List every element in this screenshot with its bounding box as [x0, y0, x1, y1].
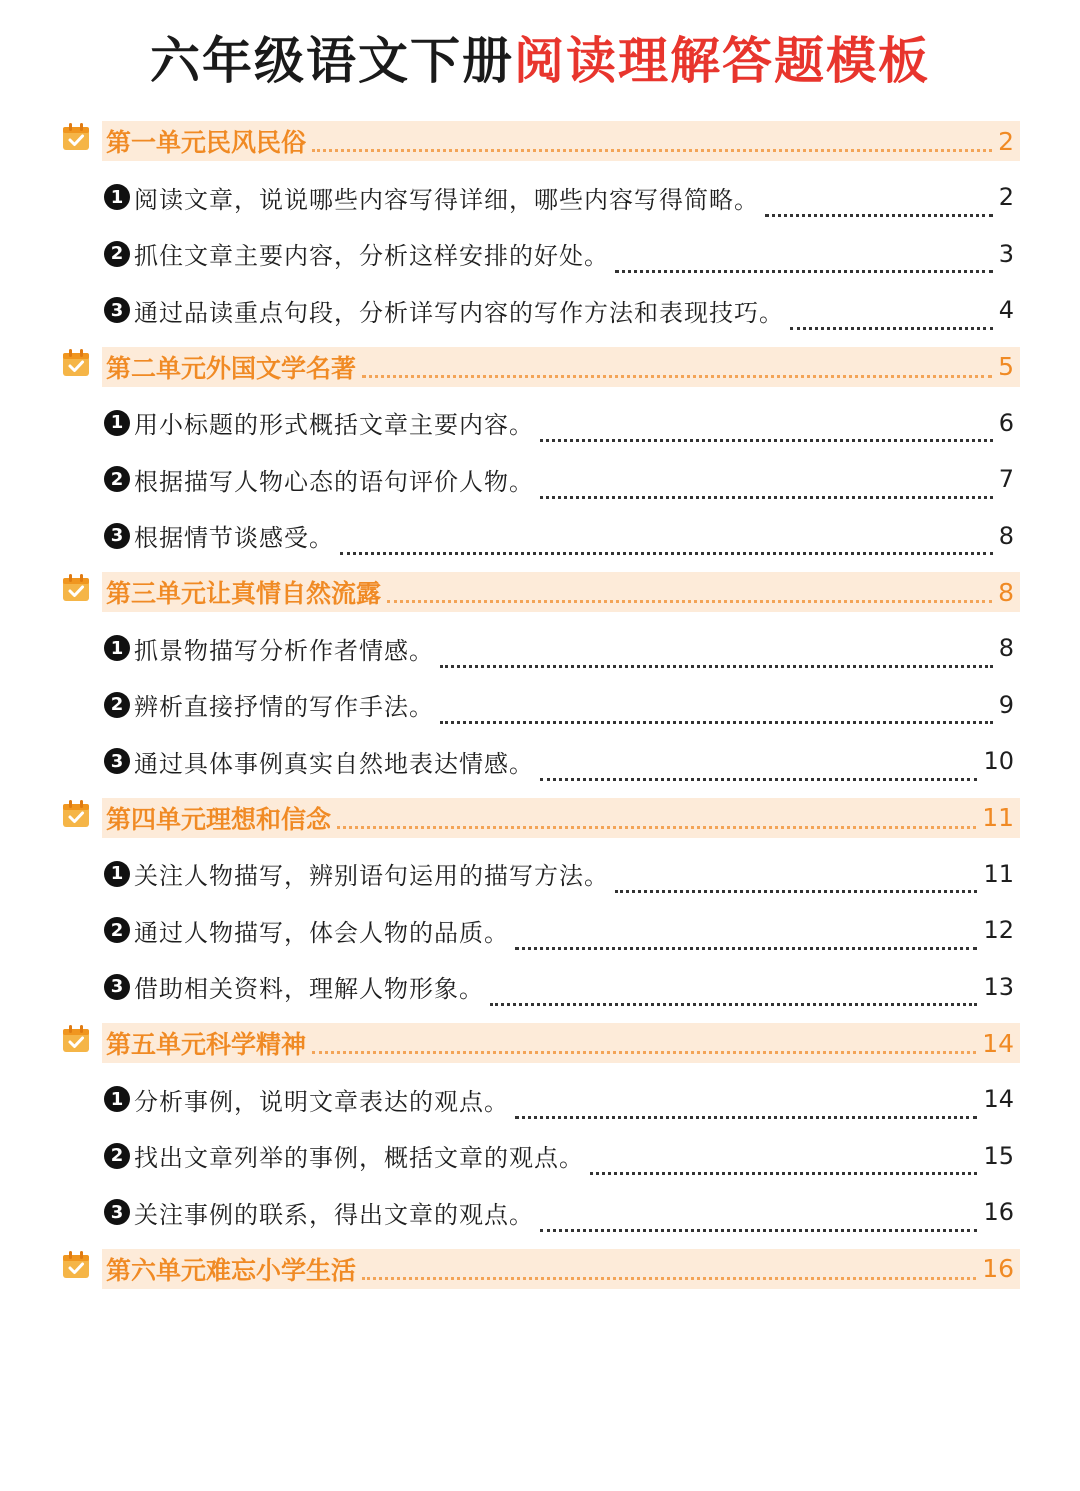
toc-entry[interactable]	[60, 1184, 1020, 1241]
entry-text: 关注人物描写，辨别语句运用的描写方法。	[134, 862, 609, 891]
entry-page-number: 11	[983, 859, 1014, 888]
entry-number-badge: 2	[104, 466, 130, 492]
dot-leader	[337, 826, 976, 829]
entry-text: 根据描写人物心态的语句评价人物。	[134, 467, 534, 496]
dot-leader	[387, 600, 992, 603]
calendar-check-icon	[60, 1249, 92, 1281]
toc-entry[interactable]	[60, 1071, 1020, 1128]
toc-entry[interactable]	[60, 226, 1020, 283]
dot-leader	[515, 1116, 977, 1119]
calendar-check-icon	[60, 121, 92, 153]
table-of-contents	[60, 113, 1020, 1297]
toc-unit-heading[interactable]	[60, 790, 1020, 846]
unit-page-number: 14	[982, 1028, 1014, 1058]
entry-text: 根据情节谈感受。	[134, 524, 334, 553]
unit-title: 第五单元科学精神	[106, 1030, 307, 1059]
entry-text: 辨析直接抒情的写作手法。	[134, 693, 434, 722]
unit-title: 第三单元让真情自然流露	[106, 579, 382, 608]
entry-number-badge: 3	[104, 1199, 130, 1225]
dot-leader	[440, 721, 993, 724]
dot-leader	[362, 1277, 976, 1280]
title-part-1: 六年级语文下册	[150, 32, 514, 90]
entry-number-badge: 3	[104, 974, 130, 1000]
entry-page-number: 13	[983, 972, 1014, 1001]
toc-unit-heading[interactable]	[60, 1241, 1020, 1297]
unit-page-number: 16	[982, 1254, 1014, 1283]
entry-page-number: 15	[983, 1141, 1014, 1170]
entry-number-badge: 2	[104, 241, 130, 267]
entry-page-number: 3	[998, 239, 1014, 268]
unit-title: 第四单元理想和信念	[106, 804, 332, 834]
toc-unit-heading[interactable]	[60, 564, 1020, 620]
entry-text: 借助相关资料，理解人物形象。	[134, 975, 484, 1004]
dot-leader	[765, 214, 993, 217]
unit-heading-bar	[102, 1249, 1020, 1289]
entry-text: 抓景物描写分析作者情感。	[134, 636, 434, 665]
entry-number-badge: 1	[104, 861, 130, 887]
entry-text: 抓住文章主要内容，分析这样安排的好处。	[134, 242, 609, 271]
entry-number-badge: 2	[104, 917, 130, 943]
entry-text: 分析事例，说明文章表达的观点。	[134, 1087, 509, 1116]
entry-page-number: 12	[983, 916, 1014, 945]
title-part-2: 阅读理解答题模板	[514, 32, 930, 90]
unit-heading-bar	[102, 1023, 1020, 1063]
entry-page-number: 9	[998, 690, 1014, 719]
entry-page-number: 8	[998, 521, 1014, 550]
toc-entry[interactable]	[60, 733, 1020, 790]
entry-page-number: 14	[983, 1085, 1014, 1114]
dot-leader	[790, 327, 993, 330]
unit-title: 第一单元民风民俗	[106, 128, 307, 157]
entry-number-badge: 1	[104, 410, 130, 436]
calendar-check-icon	[60, 1023, 92, 1055]
entry-number-badge: 1	[104, 635, 130, 661]
entry-number-badge: 2	[104, 692, 130, 718]
unit-title: 第六单元难忘小学生活	[106, 1255, 357, 1285]
page-title	[0, 28, 1080, 94]
toc-entry[interactable]	[60, 508, 1020, 565]
toc-entry[interactable]	[60, 451, 1020, 508]
entry-text: 通过人物描写，体会人物的品质。	[134, 918, 509, 947]
dot-leader	[615, 270, 993, 273]
calendar-check-icon	[60, 798, 92, 830]
dot-leader	[590, 1172, 977, 1175]
unit-page-number: 5	[998, 352, 1014, 381]
unit-page-number: 8	[998, 577, 1014, 607]
entry-text: 通过品读重点句段，分析详写内容的写作方法和表现技巧。	[134, 298, 784, 327]
toc-entry[interactable]	[60, 169, 1020, 226]
dot-leader	[615, 890, 977, 893]
toc-unit-heading[interactable]	[60, 113, 1020, 169]
entry-number-badge: 3	[104, 523, 130, 549]
unit-page-number: 2	[998, 126, 1014, 156]
entry-page-number: 8	[998, 634, 1014, 663]
toc-entry[interactable]	[60, 1128, 1020, 1185]
dot-leader	[490, 1003, 977, 1006]
unit-title: 第二单元外国文学名著	[106, 353, 357, 383]
entry-text: 用小标题的形式概括文章主要内容。	[134, 411, 534, 440]
entry-page-number: 4	[998, 296, 1014, 325]
toc-entry[interactable]	[60, 395, 1020, 452]
dot-leader	[540, 778, 977, 781]
toc-entry[interactable]	[60, 677, 1020, 734]
entry-number-badge: 1	[104, 1086, 130, 1112]
toc-unit-heading[interactable]	[60, 339, 1020, 395]
entry-text: 阅读文章，说说哪些内容写得详细，哪些内容写得简略。	[134, 185, 759, 214]
unit-heading-bar	[102, 347, 1020, 387]
entry-page-number: 16	[983, 1198, 1014, 1227]
unit-heading-bar	[102, 572, 1020, 612]
toc-entry[interactable]	[60, 282, 1020, 339]
calendar-check-icon	[60, 572, 92, 604]
toc-entry[interactable]	[60, 620, 1020, 677]
dot-leader	[540, 1229, 977, 1232]
toc-unit-heading[interactable]	[60, 1015, 1020, 1071]
toc-entry[interactable]	[60, 959, 1020, 1016]
dot-leader	[540, 439, 993, 442]
unit-heading-bar	[102, 798, 1020, 838]
entry-text: 通过具体事例真实自然地表达情感。	[134, 749, 534, 778]
dot-leader	[362, 375, 992, 378]
entry-page-number: 2	[998, 183, 1014, 212]
dot-leader	[515, 947, 977, 950]
dot-leader	[540, 496, 993, 499]
entry-number-badge: 3	[104, 748, 130, 774]
entry-page-number: 10	[983, 747, 1014, 776]
dot-leader	[312, 1051, 976, 1054]
dot-leader	[340, 552, 993, 555]
entry-text: 找出文章列举的事例，概括文章的观点。	[134, 1144, 584, 1173]
entry-number-badge: 1	[104, 184, 130, 210]
toc-entry[interactable]	[60, 902, 1020, 959]
dot-leader	[312, 149, 992, 152]
toc-entry[interactable]	[60, 846, 1020, 903]
entry-number-badge: 3	[104, 297, 130, 323]
unit-heading-bar	[102, 121, 1020, 161]
entry-number-badge: 2	[104, 1143, 130, 1169]
entry-page-number: 6	[998, 408, 1014, 437]
unit-page-number: 11	[982, 803, 1014, 832]
entry-text: 关注事例的联系，得出文章的观点。	[134, 1200, 534, 1229]
entry-page-number: 7	[998, 465, 1014, 494]
dot-leader	[440, 665, 993, 668]
calendar-check-icon	[60, 347, 92, 379]
